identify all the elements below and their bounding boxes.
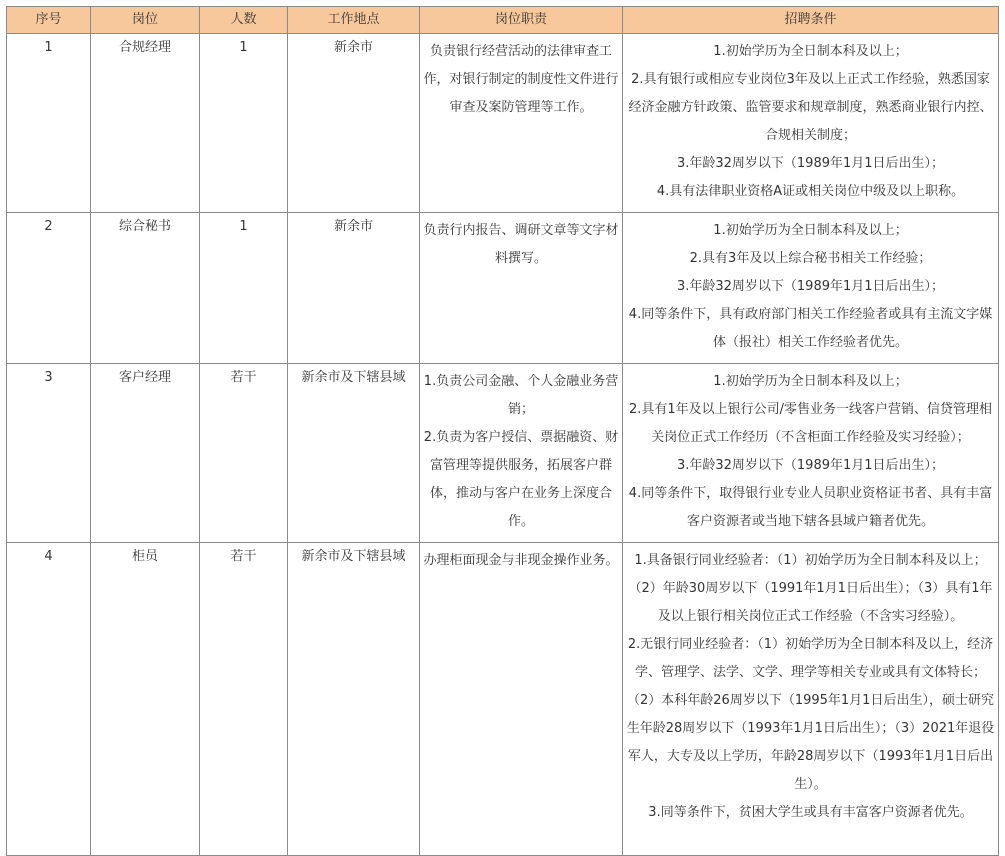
cell-duty xyxy=(420,213,623,364)
header-position: 岗位 xyxy=(91,7,200,34)
cell-location: 新余市 xyxy=(288,34,420,213)
table-row xyxy=(7,34,999,213)
cell-count: 1 xyxy=(200,213,288,364)
cell-requirements xyxy=(623,34,999,213)
table-row xyxy=(7,543,999,856)
cell-location: 新余市及下辖县域 xyxy=(288,364,420,543)
header-no: 序号 xyxy=(7,7,91,34)
duty-paragraph: 负责行内报告、调研文章等文字材料撰写。 xyxy=(423,223,619,266)
requirement-item: 2.具有1年及以上银行公司/零售业务一线客户营销、信贷管理相关岗位正式工作经历（不含柜面工作经验及实习经验）； xyxy=(628,402,993,445)
header-count: 人数 xyxy=(200,7,288,34)
cell-no: 3 xyxy=(7,364,91,543)
cell-position: 柜员 xyxy=(91,543,200,856)
header-location: 工作地点 xyxy=(288,7,420,34)
requirement-item: 1.初始学历为全日制本科及以上； xyxy=(713,374,908,389)
cell-duty xyxy=(420,364,623,543)
table-row xyxy=(7,213,999,364)
requirement-item: 2.具有银行或相应专业岗位3年及以上正式工作经验，熟悉国家经济金融方针政策、监管要求和规章制度，熟悉商业银行内控、合规相关制度； xyxy=(628,72,993,143)
cell-location: 新余市 xyxy=(288,213,420,364)
requirement-item: 2.无银行同业经验者：（1）初始学历为全日制本科及以上，经济学、管理学、法学、文学、理学等相关专业或具有文体特长；（2）本科年龄26周岁以下（1995年1月1日后出生），硕士研究生年龄28周岁以下（1993年1月1日后出生）；（3）2021年退役军人，大专及以上学历，年龄28周岁以下（1993年1月1日后出生）。 xyxy=(626,637,995,792)
requirement-item: 3.年龄32周岁以下（1989年1月1日后出生）； xyxy=(676,458,945,473)
header-row xyxy=(7,7,999,34)
requirement-item: 1.具备银行同业经验者：（1）初始学历为全日制本科及以上；（2）年龄30周岁以下（1991年1月1日后出生）；（3）具有1年及以上银行相关岗位正式工作经验（不含实习经验）。 xyxy=(628,553,993,624)
cell-position: 综合秘书 xyxy=(91,213,200,364)
cell-count: 1 xyxy=(200,34,288,213)
cell-duty xyxy=(420,543,623,856)
requirement-item: 3.年龄32周岁以下（1989年1月1日后出生）； xyxy=(676,279,945,294)
requirement-item: 3.年龄32周岁以下（1989年1月1日后出生）； xyxy=(676,156,945,171)
cell-position: 合规经理 xyxy=(91,34,200,213)
requirement-item: 1.初始学历为全日制本科及以上； xyxy=(713,223,908,238)
cell-count: 若干 xyxy=(200,543,288,856)
cell-duty xyxy=(420,34,623,213)
header-requirement: 招聘条件 xyxy=(623,7,999,34)
duty-paragraph: 办理柜面现金与非现金操作业务。 xyxy=(423,553,619,568)
duty-paragraph: 1.负责公司金融、个人金融业务营销； xyxy=(423,374,619,417)
cell-no: 1 xyxy=(7,34,91,213)
recruitment-table xyxy=(6,6,999,856)
cell-count: 若干 xyxy=(200,364,288,543)
cell-position: 客户经理 xyxy=(91,364,200,543)
cell-no: 4 xyxy=(7,543,91,856)
requirement-item: 4.具有法律职业资格A证或相关岗位中级及以上职称。 xyxy=(656,184,965,199)
requirement-item: 1.初始学历为全日制本科及以上； xyxy=(713,44,908,59)
duty-paragraph: 2.负责为客户授信、票据融资、财富管理等提供服务，拓展客户群体，推动与客户在业务上深度合作。 xyxy=(423,430,619,529)
cell-requirements xyxy=(623,364,999,543)
requirement-item: 4.同等条件下，取得银行业专业人员职业资格证书者、具有丰富客户资源者或当地下辖各县域户籍者优先。 xyxy=(628,486,993,529)
cell-location: 新余市及下辖县域 xyxy=(288,543,420,856)
requirement-item: 3.同等条件下，贫困大学生或具有丰富客户资源者优先。 xyxy=(648,805,973,820)
cell-requirements xyxy=(623,543,999,856)
duty-paragraph: 负责银行经营活动的法律审查工作，对银行制定的制度性文件进行审查及案防管理等工作。 xyxy=(423,44,619,115)
cell-requirements xyxy=(623,213,999,364)
requirement-item: 2.具有3年及以上综合秘书相关工作经验； xyxy=(689,251,932,266)
requirement-item: 4.同等条件下，具有政府部门相关工作经验者或具有主流文字媒体（报社）相关工作经验者优先。 xyxy=(628,307,993,350)
cell-no: 2 xyxy=(7,213,91,364)
header-duty: 岗位职责 xyxy=(420,7,623,34)
table-row xyxy=(7,364,999,543)
